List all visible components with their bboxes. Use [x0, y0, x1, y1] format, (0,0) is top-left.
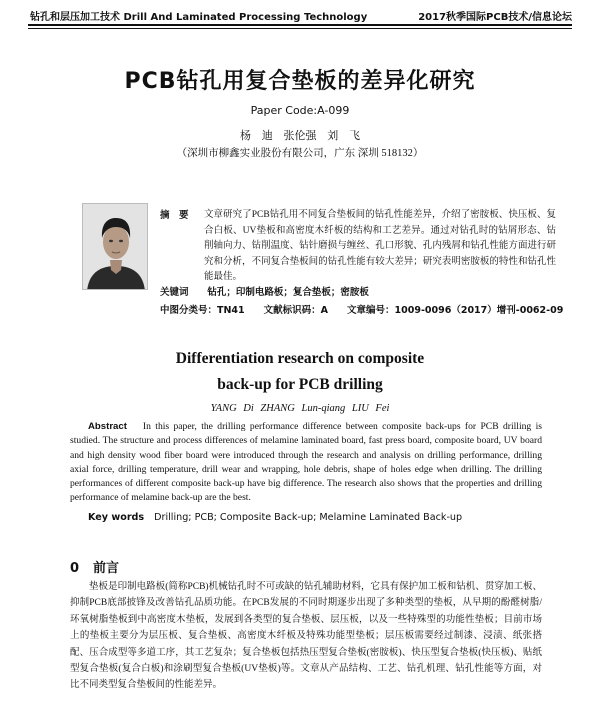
abstract-en-text: In this paper, the drilling performance difference between composite back-ups for PCB drilling is studied. The structure and process differences of melamine laminated board, fast press board, composite board, UV board and high density wood fiber board were introduced through the research and analysis on drilling performance, drilling axial force, drilling temperature, drill wear and wrapping, hole debris, shape of holes edge when drilling. The drilling performances of different composite back-up have big difference. The research also shows that the properties and drilling performance of melamine back-up are the best. [70, 421, 542, 504]
section-number: 0 [70, 561, 80, 576]
running-header-left: 钻孔和层压加工技术 Drill And Laminated Processing Technology [30, 12, 368, 23]
keywords-cn-label: 关键词 [160, 287, 189, 298]
section-title: 前言 [93, 561, 120, 576]
abstract-cn [160, 208, 556, 286]
abstract-cn-text: 文章研究了PCB钻孔用不同复合垫板间的钻孔性能差异，介绍了密胺板、快压板、复合白板、UV垫板和高密度木纤板的结构和工艺差异。通过对钻孔时的钻屑形态、钻削轴向力、钻削温度、钻针磨损与缠丝、孔口形貌、孔内残屑和钻孔性能方面进行研究和分析，不同复合垫板间的钻孔性能有较大差异；研究表明密胺板的特性和钻孔性能最佳。 [204, 210, 556, 282]
keywords-en-text: Drilling; PCB; Composite Back-up; Melamine Laminated Back-up [154, 512, 463, 523]
keywords-cn [160, 284, 560, 298]
body-paragraph: 垫板是印制电路板(简称PCB)机械钻孔时不可或缺的钻孔辅助材料，它具有保护加工板和钻机、贯穿加工板、抑制PCB底部披锋及改善钻孔品质功能。在PCB发展的不同时期逐步出现了多种类型的垫板，从早期的酚醛树脂/环氧树脂垫板到中高密度木垫板，发展到各类型的复合垫板、层压板，以及一些特殊型的功能性垫板；目前市场上的垫板主要分为层压板、复合垫板、高密度木纤板及特殊功能型垫板；层压板需要经过制漆、浸渍、纸张搭配、压合成型等多道工序，其工艺复杂；复合垫板包括热压型复合垫板(密胺板)、快压型复合垫板(快压板)、贴纸型复合垫板(复合白板)和涂刷型复合垫板(UV垫板)等。文章从产品结构、工艺、钻孔机理、钻孔性能等方面，对比不同类型复合垫板间的性能差异。 [70, 582, 542, 691]
abstract-en-label: Abstract [88, 421, 127, 432]
running-header [30, 8, 572, 24]
abstract-cn-label: 摘 要 [160, 210, 189, 221]
authors-en: YANG Di ZHANG Lun-qiang LIU Fei [210, 403, 390, 414]
keywords-en-label: Key words [88, 512, 145, 523]
paper-title-en-line-2: back-up for PCB drilling [217, 376, 383, 393]
paper-title-en [0, 346, 600, 398]
keywords-cn-text: 钻孔；印制电路板；复合垫板；密胺板 [207, 287, 369, 298]
paper-title-cn: PCB钻孔用复合垫板的差异化研究 [124, 69, 476, 94]
header-rule-thin [28, 28, 572, 29]
abstract-en [70, 420, 542, 506]
author-portrait-image [83, 204, 148, 290]
paper-title-en-line-1: Differentiation research on composite [175, 350, 425, 367]
running-header-right: 2017秋季国际PCB技术/信息论坛 [418, 12, 572, 23]
author-photo [82, 203, 148, 290]
authors-cn: 杨 迪 张伦强 刘 飞 [240, 130, 360, 142]
keywords-en [88, 512, 462, 523]
classification-line: 中图分类号：TN41 文献标识码：A 文章编号：1009-0096（2017）增刊-0062-09 [160, 305, 564, 316]
header-rule-thick [28, 24, 572, 26]
paper-code: Paper Code:A-099 [250, 104, 350, 117]
section-heading [70, 557, 119, 576]
affiliation-cn: （深圳市柳鑫实业股份有限公司，广东 深圳 518132） [176, 148, 424, 159]
